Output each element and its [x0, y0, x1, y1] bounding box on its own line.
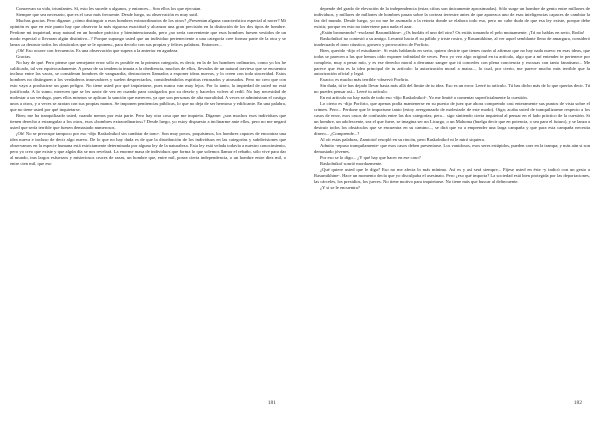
paragraph: Raskolnikof no contestó a su amigo. Levantó hacia él su pálido y triste rostro, y Rasumikhine, al ver aquel semblante lleno de amargura, consideró inadecuado el tono cáustico, grosero y provocativo de Porfirio. — [314, 35, 590, 47]
left-page-number: 181 — [267, 400, 276, 406]
paragraph: Admito -repuso tranquilamente- que esos casos deben presentarse. Los vanidosos, esos seres estúpidos, pueden caer en la trampa; y más aún si son demasiado jóvenes. — [314, 142, 590, 154]
paragraph: depende del grado de elevación de la independencia (estas cifras son únicamente aproximadas). Sólo surge un hombre de genio entre millones de individuos, y millares de millones de hombres pasan sobre la corteza terrestre antes de que aparezca uno de esas inteligencias capaces de cambiar la faz del mundo. Desde luego, yo no me he asomado a la retorta donde se elabora todo eso, pero no cabe duda de que esa ley existe, porque debe existir, porque en esto no interviene para nada el azar. — [314, 6, 590, 29]
paragraph: Exacto; es mucho más terrible -observó Porfirio. — [320, 77, 410, 83]
paragraph: No hay de qué. Pero piense que semejante error sólo es posible en la primera categoría, es decir, en la de los hombres ordinarios, como yo los he calificado, tal vez equivocadamente. A pesar de su tendencia innata a la obediencia, muchos de ellos, llevados de un natural travieso que se encuentra incluso entre las vacas, se consideran hombres de vanguardia, destructores llamados a exponer ideas nuevas, y lo creen con toda sinceridad. Estos hombres no distinguen a los verdaderos innovadores y suelen despreciarlos, considerándolos espíritus retrasados y atrasados. Pero no creo que con esto vaya a producirse un gran peligro. No tiene usted por qué inquietarse, pues nunca van muy lejos. Por lo tanto, la impiedad de usted no está justificada. A lo sumo, merecen que se les azote de vez en cuando para castigarlos por su desvío y hacerlos volver al redil. No hay necesidad de molestar a un verdugo, pues ellos mismos se aplican la sanción que merecen, ya que son personas de alta moralidad. A veces se administran el castigo unos a otros, y a veces se azotan con sus propias manos. Se imponen penitencias públicas, lo que no deja de ser hermoso y edificante. En una palabra, que no tiene usted por qué inquietarse. — [10, 59, 286, 113]
paragraph: Lo cierto es -dijo Porfirio, que apenas podía mantenerse en su puesto de juez que ahora comprendo casi enteramente sus puntos de vista sobre el crimen. Pero... Perdone que le importune tanto (estoy avergonzado de molestarle de este modo). Oiga; acaba usted de tranquilizarme respecto a los casos de error, esos casos de confusión entre las dos categorías; pero... sigo sintiendo cierta inquietud al pensar en el lado práctico de la cuestión. Si un hombre, un adolescente, sea el que fuere, se imagina ser un Licurgo, o un Mahoma (huelga decir que en potencia, o sea para el futuro), y se lanza a destruir todos los obstáculos que se encuentra en su camino..., se dirá que va a emprender una larga campaña y que para esta campaña necesita dinero... ¿Comprende...? — [314, 101, 590, 137]
paragraph: Al oír estas palabras, Zamiotof resopló en su rincón, pero Raskolnikof ni le miró siquiera. — [320, 136, 485, 142]
paragraph: Por eso se lo digo... ¿Y qué hay que hacer en ese caso? — [320, 154, 421, 160]
paragraph: Bien, querido -dijo el estudiante-. Si estás hablando en serio, quiero decirte que tienes razón al afirmar que no hay nada nuevo en esas ideas, que todas se parecen a las que hemos oído exponer infinidad de veces. Pero yo veo algo original en tu artículo, algo que a mí entender te pertenece por completo, muy a pesar mío, y es ese derecho moral a derramar sangre que tú concedes con plena conciencia y excusas con tanto fanatismo... Me parece que ésta es la idea principal de tu artículo: la autorización moral a matar..., lo cual, por cierto, me parece mucho más terrible que la autorización oficial y legal. — [314, 47, 590, 77]
paragraph: Muchas gracias. Pero dígame: ¿cómo distinguir a esos hombres extraordinarios de los otros? ¿Presentan alguna característica especial al nacer? Mi opinión es que en este punto hay que observar la más rigurosa exactitud y alcanzar una gran precisión en la distinción de los dos tipos de hombre. Perdone mi inquietud, muy natural en un hombre práctico y bienintencionado, pero ¿no sería conveniente que esos hombres fuesen vestidos de un modo especial o llevaran algún distintivo...? Porque supongo usted que un individuo perteneciente a una categoría cree formar parte de la otra y se lanza «a destruir todos los obstáculos que se le oponen», para decirlo con sus propias y felices palabras. Entonces... — [10, 17, 286, 47]
paragraph: ¿Qué quiere usted que le diga? Eso no me afecta lo más mínimo. Así es y así será siempre... Fíjese usted en éste -y indicó con un gesto a Rasumikhine-. Hace un momento decía que yo disculpaba el asesinato. Pero ¿eso qué importa? La sociedad está bien protegida por las deportaciones, las cárceles, los presidios, los jueces. No tiene motivo para inquietarse. No tiene más que buscar al delincuente. — [314, 166, 590, 184]
right-page-text — [314, 6, 590, 191]
paragraph: Raskolnikof sonrió mordazmente. — [320, 160, 383, 166]
paragraph: ¡Oh! No se preocupe tampoco por eso -dijo Raskolnikof sin cambiar de tono-. Son muy pocos, poquísimos, los hombres capaces de encontrar una idea nueva e incluso de decir algo nuevo. De lo que no hay duda es de que la distribución de los individuos en las categorías y subdivisiones que observamos en la especie humana está estrictamente determinada por alguna ley de la naturaleza. Esta ley está velada todavía a nuestro conocimiento, pero yo creo que existe y que algún día se nos revelará. La enorme masa de individuos que forma lo que solemos llamar el rebaño, sólo vive para dar al mundo, tras largos esfuerzos y misteriosos cruces de razas, un hombre que, entre mil, posea cierta independencia, o un hombre entre diez mil, o entre cien mil, que eso — [10, 131, 286, 166]
left-page — [10, 6, 286, 416]
left-page-text — [10, 6, 286, 167]
paragraph: En mi artículo no hay nada de todo eso -dijo Raskolnikof-. Yo me limité a comentar superficialmente la cuestión. — [320, 95, 528, 101]
paragraph: ¿Están bromeando? -exclamó Rasumikhine-. ¿Os burláis el uno del otro? Os estáis tomando el pelo mutuamente. ¡Tú no hablas en serio, Rodia! — [320, 29, 585, 35]
paragraph: Gracias. — [16, 53, 32, 59]
paragraph: Siempre que sea necesario, que es el caso más frecuente. Desde luego, su observación es muy sutil. — [16, 11, 199, 17]
paragraph: ¡Oh! Eso ocurre con frecuencia. Es una observación que supera a la anterior en agudeza. — [16, 47, 179, 53]
right-page — [314, 6, 590, 416]
paragraph: ¿Y si se le encuentra? — [320, 184, 360, 190]
paragraph: Bien; me ha tranquilizado usted, cuando menos por esta parte. Pero hay otra cosa que me inquieta. Dígame: ¿son muchos esos individuos que tienen derecho a estrangular a los otros, esos «hombres extraordinarios»? Desde luego, yo estoy dispuesto a inclinarme ante ellos, pero no me negará usted que sería terrible que fuesen demasiado numerosos. — [10, 113, 286, 131]
right-page-number: 182 — [573, 400, 582, 406]
paragraph: Sin duda, tú te has dejado llevar hasta más allá del límite de tu idea. Eso es un error. Leeré tu artículo. Tú has dicho más de lo que querías decir. Tú no puedes pensar así... Leeré tu artículo. — [314, 83, 590, 95]
paragraph: Conservan su vida, triunfantes. Sí, esto les sucede a algunos, y entonces... Son ellos los que ejecutan. — [16, 6, 202, 11]
